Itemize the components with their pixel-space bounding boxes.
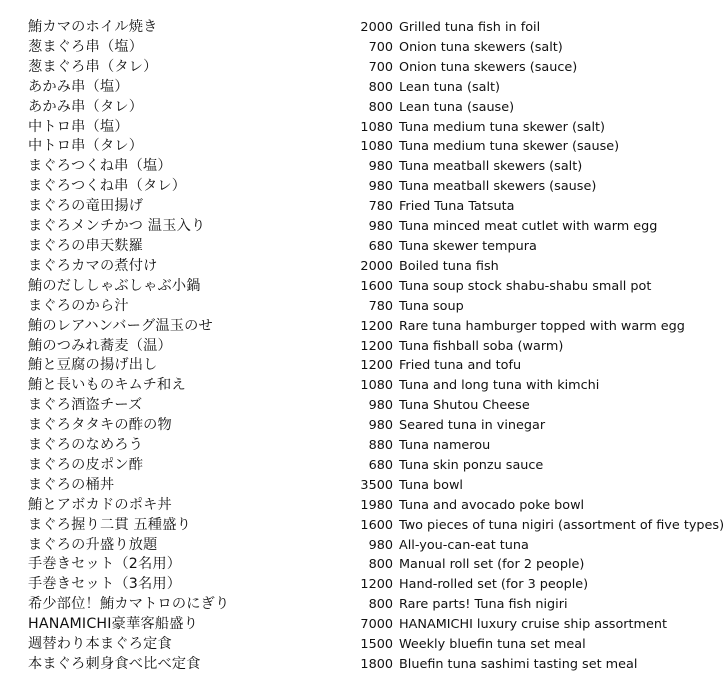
menu-item-english-name: Tuna fishball soba (warm) xyxy=(399,338,564,354)
menu-item-english-name: Weekly bluefin tuna set meal xyxy=(399,637,586,653)
menu-item-english-name: Onion tuna skewers (salt) xyxy=(399,39,563,55)
menu-item-row xyxy=(0,137,727,157)
menu-item-price: 1200 xyxy=(360,358,393,374)
menu-item-english-name: Tuna meatball skewers (sause) xyxy=(399,179,597,195)
menu-item-english-name: Manual roll set (for 2 people) xyxy=(399,557,585,573)
menu-item-price: 1800 xyxy=(360,657,393,672)
menu-item-japanese-name: まぐろの串天麩羅 xyxy=(28,237,144,254)
menu-item-english-name: Rare parts! Tuna fish nigiri xyxy=(399,597,568,613)
menu-item-price: 980 xyxy=(368,418,393,434)
menu-item-english-name: Tuna soup xyxy=(399,298,464,314)
menu-item-price: 980 xyxy=(368,219,393,235)
menu-item-price: 800 xyxy=(368,79,393,95)
menu-item-row xyxy=(0,575,727,595)
menu-item-price: 1200 xyxy=(360,338,393,354)
menu-item-japanese-name: あかみ串（塩） xyxy=(28,78,129,95)
menu-item-english-name: All-you-can-eat tuna xyxy=(399,537,529,553)
menu-item-price: 1600 xyxy=(360,517,393,533)
menu-item-english-name: Tuna bowl xyxy=(399,477,463,493)
menu-item-japanese-name: 本まぐろ刺身食べ比べ定食 xyxy=(28,656,201,672)
menu-item-japanese-name: 鮪と長いものキムチ和え xyxy=(28,377,186,394)
menu-item-japanese-name: 手巻きセット（2名用） xyxy=(28,556,182,573)
menu-item-price: 7000 xyxy=(360,617,393,633)
menu-item-english-name: Boiled tuna fish xyxy=(399,258,499,274)
menu-item-row xyxy=(0,177,727,197)
menu-item-japanese-name: まぐろつくね串（タレ） xyxy=(28,178,187,195)
menu-item-japanese-name: まぐろ握り二貫 五種盛り xyxy=(28,516,191,533)
menu-item-english-name: Tuna medium tuna skewer (salt) xyxy=(399,119,606,135)
menu-item-row xyxy=(0,197,727,217)
menu-item-row xyxy=(0,356,727,376)
menu-item-price: 2000 xyxy=(360,258,393,274)
menu-item-english-name: Tuna namerou xyxy=(399,438,491,454)
menu-item-english-name: Tuna minced meat cutlet with warm egg xyxy=(399,219,658,235)
menu-item-japanese-name: 鮪とアボカドのポキ丼 xyxy=(28,496,172,513)
menu-item-row xyxy=(0,555,727,575)
menu-item-row xyxy=(0,38,727,58)
menu-item-english-name: Tuna skewer tempura xyxy=(399,238,537,254)
menu-item-row xyxy=(0,476,727,496)
menu-item-row xyxy=(0,317,727,337)
menu-item-row xyxy=(0,635,727,655)
menu-item-row xyxy=(0,436,727,456)
menu-item-row xyxy=(0,337,727,357)
menu-item-japanese-name: 鮪のつみれ蕎麦（温） xyxy=(28,337,172,354)
menu-item-row xyxy=(0,456,727,476)
menu-item-japanese-name: まぐろの桶丼 xyxy=(28,476,115,493)
menu-item-english-name: Tuna and long tuna with kimchi xyxy=(399,378,600,394)
menu-item-japanese-name: 手巻きセット（3名用） xyxy=(28,576,182,593)
menu-item-row xyxy=(0,496,727,516)
menu-item-row xyxy=(0,217,727,237)
menu-item-row xyxy=(0,396,727,416)
menu-item-japanese-name: まぐろのから汁 xyxy=(28,297,129,314)
menu-item-japanese-name: 中トロ串（塩） xyxy=(28,118,129,135)
menu-item-row xyxy=(0,297,727,317)
menu-item-row xyxy=(0,78,727,98)
menu-item-japanese-name: 葱まぐろ串（タレ） xyxy=(28,58,158,75)
menu-item-row xyxy=(0,376,727,396)
menu-item-japanese-name: 鮪のレアハンバーグ温玉のせ xyxy=(28,317,213,334)
menu-item-price: 2000 xyxy=(360,20,393,35)
menu-item-price: 1080 xyxy=(360,119,393,135)
menu-item-price: 800 xyxy=(368,99,393,115)
menu-item-english-name: Two pieces of tuna nigiri (assortment of five types) xyxy=(399,517,725,533)
menu-item-row xyxy=(0,237,727,257)
menu-item-price: 1200 xyxy=(360,318,393,334)
menu-item-japanese-name: あかみ串（タレ） xyxy=(28,98,144,115)
menu-item-english-name: Bluefin tuna sashimi tasting set meal xyxy=(399,657,638,672)
menu-item-price: 780 xyxy=(368,199,393,215)
menu-item-english-name: Seared tuna in vinegar xyxy=(399,418,546,434)
menu-item-english-name: Fried tuna and tofu xyxy=(399,358,522,374)
menu-item-japanese-name: まぐろ酒盗チーズ xyxy=(28,397,143,414)
menu-item-price: 980 xyxy=(368,159,393,175)
menu-item-price: 1500 xyxy=(360,637,393,653)
menu-item-price: 980 xyxy=(368,179,393,195)
menu-item-english-name: Onion tuna skewers (sauce) xyxy=(399,59,578,75)
menu-item-english-name: Grilled tuna fish in foil xyxy=(399,20,541,35)
menu-item-japanese-name: 葱まぐろ串（塩） xyxy=(28,38,144,55)
menu-item-row xyxy=(0,58,727,78)
menu-item-english-name: Rare tuna hamburger topped with warm egg xyxy=(399,318,685,334)
menu-item-english-name: Tuna and avocado poke bowl xyxy=(399,497,585,513)
menu-item-price: 800 xyxy=(368,597,393,613)
menu-item-row xyxy=(0,257,727,277)
menu-item-japanese-name: まぐろの皮ポン酢 xyxy=(28,456,144,473)
menu-item-japanese-name: まぐろメンチかつ 温玉入り xyxy=(28,218,206,235)
menu-item-price: 1980 xyxy=(360,497,393,513)
menu-item-row xyxy=(0,655,727,675)
menu-item-price: 1200 xyxy=(360,577,393,593)
menu-item-japanese-name: まぐろつくね串（塩） xyxy=(28,158,172,175)
menu-item-english-name: HANAMICHI luxury cruise ship assortment xyxy=(399,617,668,633)
menu-item-row xyxy=(0,516,727,536)
menu-item-japanese-name: まぐろタタキの酢の物 xyxy=(28,417,172,434)
menu-item-price: 680 xyxy=(368,238,393,254)
menu-item-row xyxy=(0,98,727,118)
menu-item-japanese-name: 希少部位！鮪カマトロのにぎり xyxy=(28,596,230,613)
menu-item-english-name: Tuna soup stock shabu-shabu small pot xyxy=(399,278,652,294)
menu-item-row xyxy=(0,536,727,556)
menu-item-row xyxy=(0,277,727,297)
menu-item-english-name: Lean tuna (sause) xyxy=(399,99,515,115)
menu-item-price: 1600 xyxy=(360,278,393,294)
menu-item-japanese-name: まぐろの升盛り放題 xyxy=(28,536,158,553)
menu-item-japanese-name: HANAMICHI豪華客船盛り xyxy=(28,616,199,633)
menu-item-japanese-name: 鮪カマのホイル焼き xyxy=(28,19,158,35)
menu-item-price: 800 xyxy=(368,557,393,573)
menu-item-row xyxy=(0,595,727,615)
menu-item-english-name: Tuna meatball skewers (salt) xyxy=(399,159,583,175)
menu-item-row xyxy=(0,118,727,138)
menu-item-row xyxy=(0,615,727,635)
menu-item-row xyxy=(0,157,727,177)
menu-item-japanese-name: 鮪と豆腐の揚げ出し xyxy=(28,357,158,374)
menu-item-japanese-name: まぐろのなめろう xyxy=(28,437,144,454)
menu-item-japanese-name: 中トロ串（タレ） xyxy=(28,138,144,155)
menu-item-english-name: Tuna skin ponzu sauce xyxy=(399,457,544,473)
menu-item-price: 700 xyxy=(368,59,393,75)
menu-item-price: 780 xyxy=(368,298,393,314)
menu-item-english-name: Hand-rolled set (for 3 people) xyxy=(399,577,589,593)
menu-item-japanese-name: まぐろカマの煮付け xyxy=(28,257,158,274)
menu-item-english-name: Fried Tuna Tatsuta xyxy=(399,199,515,215)
menu-item-price: 1080 xyxy=(360,139,393,155)
menu-item-price: 1080 xyxy=(360,378,393,394)
menu-item-price: 980 xyxy=(368,398,393,414)
menu-item-price: 980 xyxy=(368,537,393,553)
menu-item-price: 880 xyxy=(368,438,393,454)
menu-item-price: 700 xyxy=(368,39,393,55)
menu-item-price: 3500 xyxy=(360,477,393,493)
menu-item-price: 680 xyxy=(368,457,393,473)
menu-item-japanese-name: 週替わり本まぐろ定食 xyxy=(28,636,172,653)
menu-item-row xyxy=(0,416,727,436)
menu-item-english-name: Tuna medium tuna skewer (sause) xyxy=(399,139,620,155)
menu-item-english-name: Lean tuna (salt) xyxy=(399,79,501,95)
menu-item-row xyxy=(0,18,727,38)
menu-item-japanese-name: まぐろの竜田揚げ xyxy=(28,198,144,215)
menu-item-japanese-name: 鮪のだししゃぶしゃぶ小鍋 xyxy=(28,277,201,294)
menu-list xyxy=(0,18,727,675)
menu-item-english-name: Tuna Shutou Cheese xyxy=(399,398,530,414)
